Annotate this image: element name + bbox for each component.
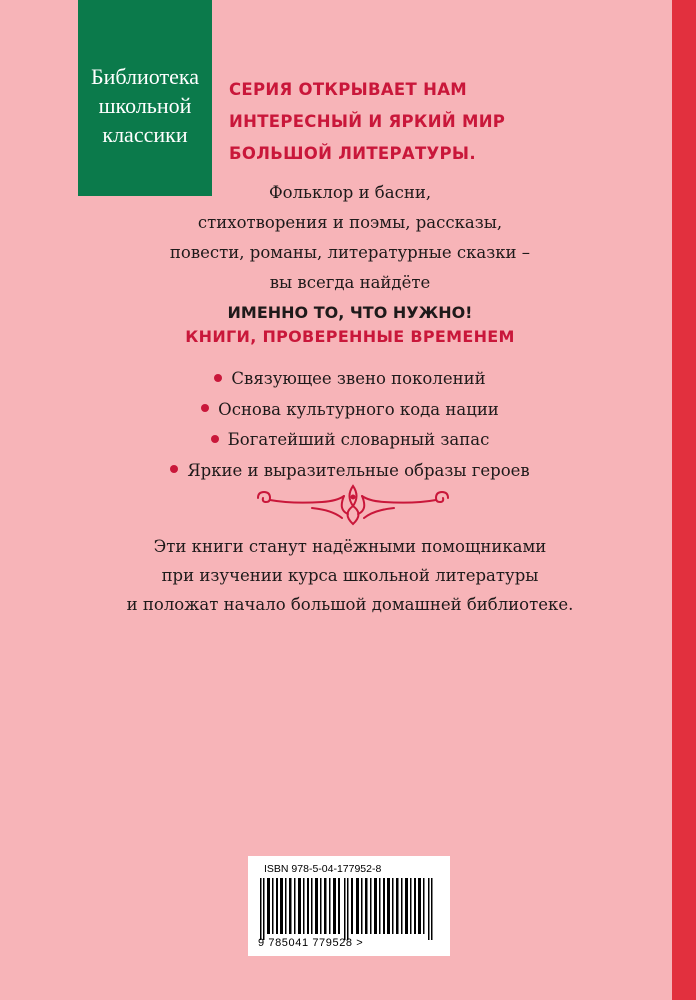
series-badge <box>78 0 212 196</box>
bullet-icon <box>214 374 222 382</box>
barcode-digits: 9 785041 779528 > <box>258 937 364 949</box>
barcode-box <box>248 856 450 956</box>
scroll-ornament-icon <box>252 484 454 526</box>
subhead: КНИГИ, ПРОВЕРЕННЫЕ ВРЕМЕНЕМ <box>185 327 515 346</box>
barcode-icon <box>258 878 442 940</box>
badge-line: классики <box>102 122 188 147</box>
closing-line: при изучении курса школьной литературы <box>161 566 539 585</box>
genres-line: вы всегда найдёте <box>269 273 431 292</box>
list-item <box>100 425 600 456</box>
headline-line: СЕРИЯ ОТКРЫВАЕТ НАМ <box>229 80 468 99</box>
headline-line: ИНТЕРЕСНЫЙ И ЯРКИЙ МИР <box>229 112 506 131</box>
headline <box>229 74 609 170</box>
feature-list <box>100 364 600 486</box>
spine-strip <box>672 0 696 1000</box>
badge-line: школьной <box>98 93 192 118</box>
badge-line: Библиотека <box>90 64 199 89</box>
list-item-text: Яркие и выразительные образы героев <box>187 460 530 480</box>
genres-emphasis: ИМЕННО ТО, ЧТО НУЖНО! <box>227 303 473 322</box>
bullet-icon <box>170 465 178 473</box>
list-item-text: Богатейший словарный запас <box>227 430 490 449</box>
list-item <box>100 364 600 395</box>
closing-paragraph <box>60 532 640 619</box>
genres-line: Фольклор и басни, <box>268 183 432 202</box>
list-item <box>100 395 600 426</box>
list-item <box>100 456 600 487</box>
isbn-label: ISBN 978-5-04-177952-8 <box>264 863 382 875</box>
genres-line: повести, романы, литературные сказки – <box>169 243 531 262</box>
headline-line: БОЛЬШОЙ ЛИТЕРАТУРЫ. <box>229 144 476 163</box>
list-item-text: Основа культурного кода нации <box>218 399 499 419</box>
closing-line: Эти книги станут надёжными помощниками <box>153 537 547 556</box>
closing-line: и положат начало большой домашней библиотеке. <box>126 595 574 614</box>
bullet-icon <box>201 404 209 412</box>
genres-line: стихотворения и поэмы, рассказы, <box>197 213 503 232</box>
bullet-icon <box>211 435 219 443</box>
genres-paragraph <box>100 178 600 328</box>
list-item-text: Связующее звено поколений <box>231 369 486 388</box>
